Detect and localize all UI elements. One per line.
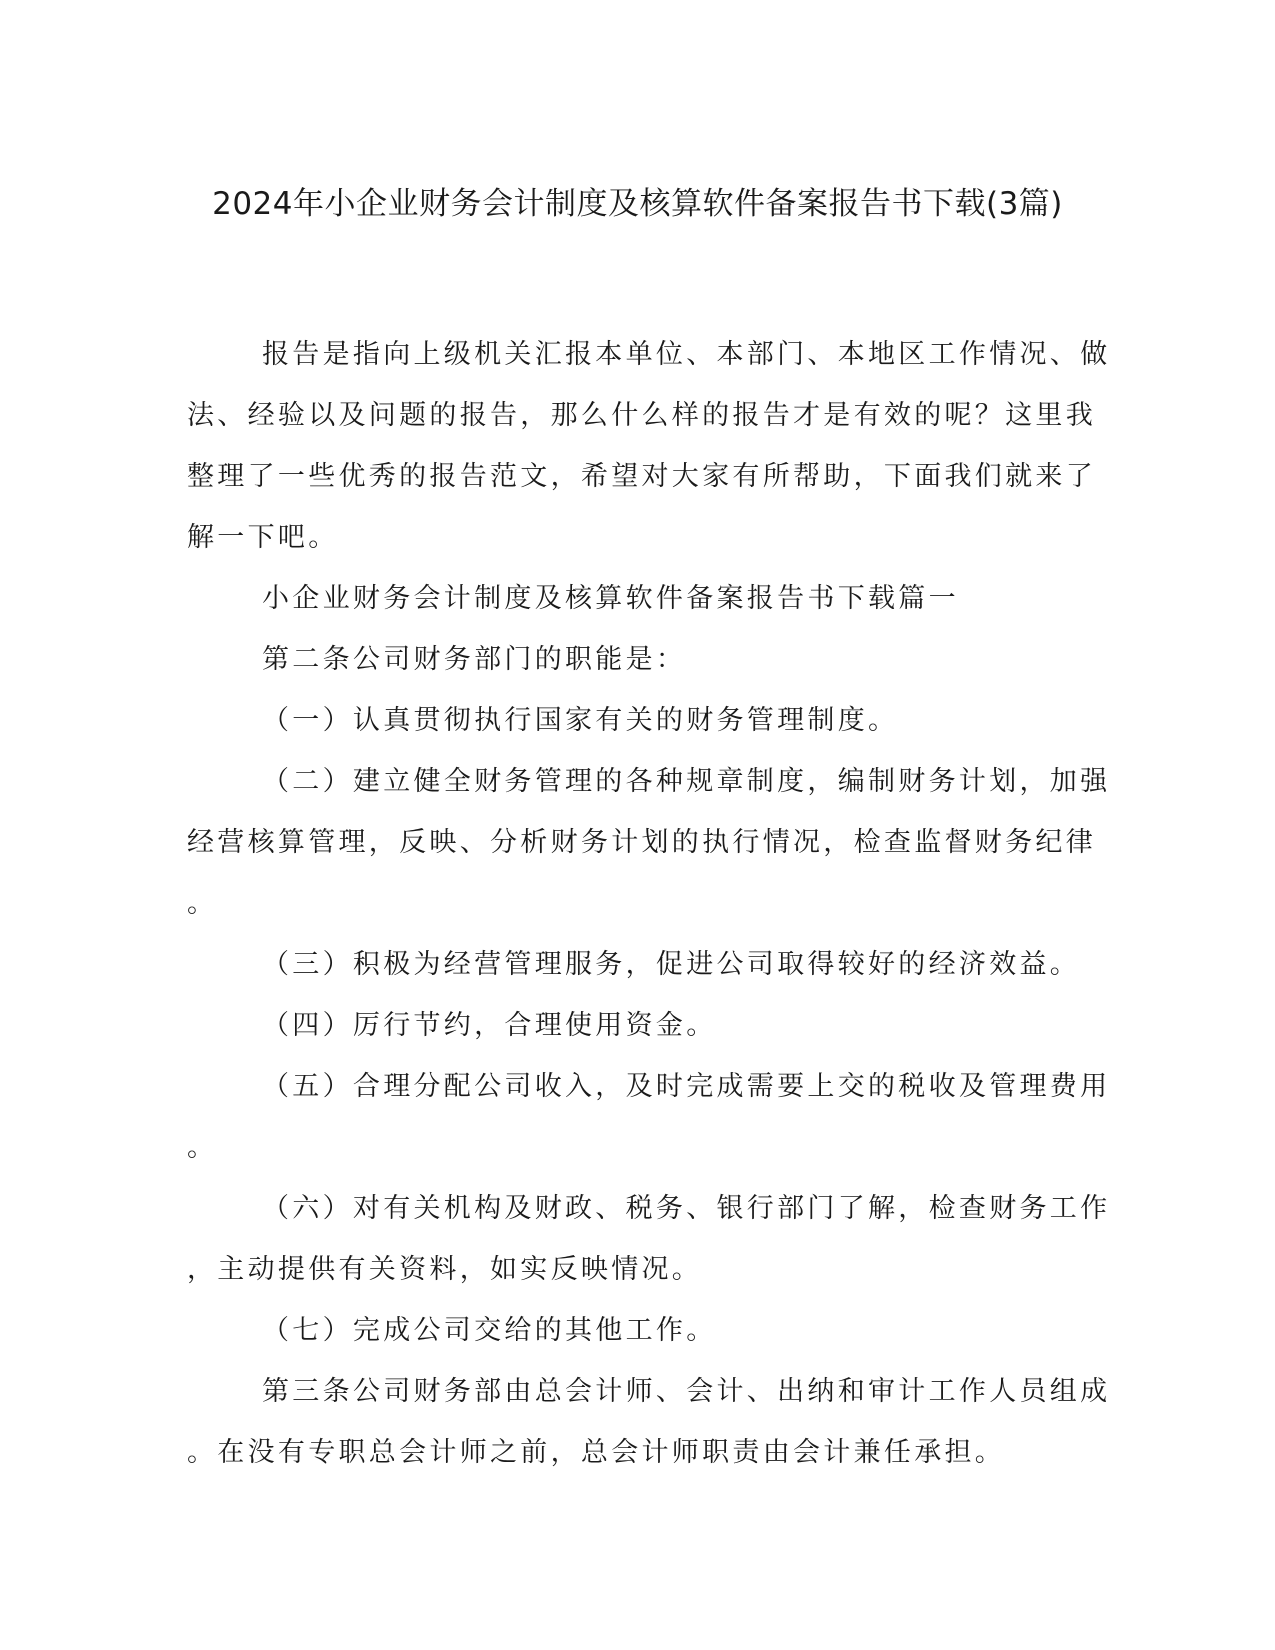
body-line: （六）对有关机构及财政、税务、银行部门了解，检查财务工作: [262, 1193, 1111, 1224]
document-body: [187, 324, 1111, 1483]
body-line: 经营核算管理，反映、分析财务计划的执行情况，检查监督财务纪律: [187, 827, 1096, 858]
body-line: （三）积极为经营管理服务，促进公司取得较好的经济效益。: [262, 949, 1081, 980]
body-line: 。: [187, 888, 218, 919]
body-line: ，主动提供有关资料，如实反映情况。: [187, 1254, 703, 1285]
body-line: （二）建立健全财务管理的各种规章制度，编制财务计划，加强: [262, 766, 1111, 797]
body-line: 第二条公司财务部门的职能是：: [262, 644, 687, 675]
body-line: 报告是指向上级机关汇报本单位、本部门、本地区工作情况、做: [262, 339, 1111, 370]
body-line: 小企业财务会计制度及核算软件备案报告书下载篇一: [262, 583, 959, 614]
body-line: （五）合理分配公司收入，及时完成需要上交的税收及管理费用: [262, 1071, 1111, 1102]
body-line: （四）厉行节约，合理使用资金。: [262, 1010, 717, 1041]
body-line: 法、经验以及问题的报告，那么什么样的报告才是有效的呢？这里我: [187, 400, 1096, 431]
body-line: 第三条公司财务部由总会计师、会计、出纳和审计工作人员组成: [262, 1376, 1111, 1407]
body-line: （七）完成公司交给的其他工作。: [262, 1315, 717, 1346]
body-line: 整理了一些优秀的报告范文，希望对大家有所帮助，下面我们就来了: [187, 461, 1096, 492]
body-line: 。在没有专职总会计师之前，总会计师职责由会计兼任承担。: [187, 1437, 1006, 1468]
document-title: 2024年小企业财务会计制度及核算软件备案报告书下载(3篇): [212, 186, 1063, 222]
body-line: 。: [187, 1132, 218, 1163]
body-line: 解一下吧。: [187, 522, 339, 553]
body-line: （一）认真贯彻执行国家有关的财务管理制度。: [262, 705, 899, 736]
